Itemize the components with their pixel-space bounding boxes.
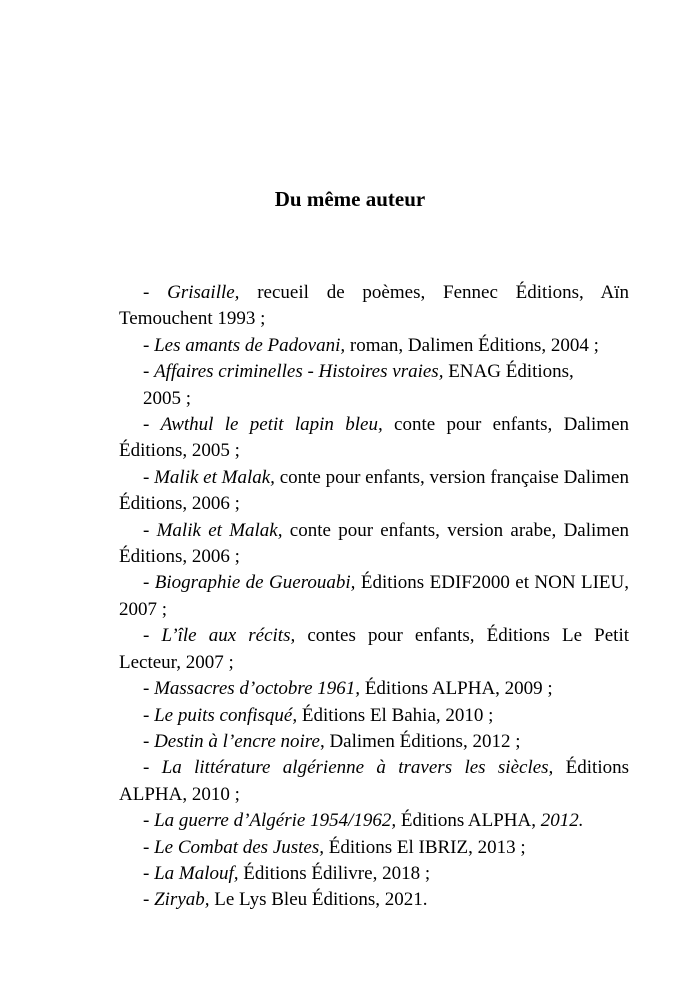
work-details: Éditions ALPHA, 2010 ; [119, 757, 630, 805]
work-title: Le puits confisqué, [154, 704, 298, 726]
work-details: Éditions El Bahia, 2010 ; [297, 704, 494, 726]
work-title: La guerre d’Algérie 1954/1962, [154, 810, 397, 832]
list-item: - Malik et Malak, conte pour enfants, version arabe, Dalimen Éditions, 2006 ; [119, 519, 629, 568]
work-details: contes pour enfants, Éditions Le Petit Lecteur, 2007 ; [119, 625, 630, 673]
work-title: Le Combat des Justes, [154, 836, 325, 858]
work-title: L’île aux récits, [161, 625, 296, 647]
list-item: - Les amants de Padovani, roman, Dalimen Éditions, 2004 ; [143, 334, 599, 356]
work-title: Les amants de Padovani, [154, 334, 346, 356]
work-title: Malik et Malak, [154, 466, 275, 488]
list-item: - Ziryab, Le Lys Bleu Éditions, 2021. [143, 889, 428, 911]
work-details: roman, Dalimen Éditions, 2004 ; [345, 334, 599, 356]
list-item: - Biographie de Guerouabi, Éditions EDIF2000 et NON LIEU, 2007 ; [119, 572, 630, 620]
work-title: Malik et Malak, [156, 519, 283, 541]
list-item: - Massacres d’octobre 1961, Éditions ALPHA, 2009 ; [143, 678, 553, 700]
page-title: Du même auteur [274, 187, 426, 211]
work-details: conte pour enfants, Dalimen Éditions, 2005 ; [119, 414, 630, 462]
list-item: - Le puits confisqué, Éditions El Bahia, 2010 ; [143, 704, 494, 726]
work-details: Éditions ALPHA, [396, 810, 536, 832]
work-details: recueil de poèmes, Fennec Éditions, Aïn Temouchent 1993 ; [119, 282, 630, 330]
work-year: 2012. [536, 810, 584, 832]
list-item: - La littérature algérienne à travers les siècles, Éditions ALPHA, 2010 ; [119, 757, 630, 805]
work-title: Affaires criminelles - Histoires vraies, [154, 361, 444, 383]
list-item: - La guerre d’Algérie 1954/1962, Éditions ALPHA, 2012. [143, 810, 584, 832]
work-title: Ziryab, [154, 889, 210, 911]
work-details: conte pour enfants, version arabe, Dalimen Éditions, 2006 ; [119, 519, 629, 568]
work-details: Éditions El IBRIZ, 2013 ; [324, 836, 526, 858]
list-item: - Le Combat des Justes, Éditions El IBRIZ, 2013 ; [143, 836, 526, 858]
list-item: - Grisaille, recueil de poèmes, Fennec Éditions, Aïn Temouchent 1993 ; [119, 282, 630, 330]
work-details: Éditions EDIF2000 et NON LIEU, 2007 ; [119, 572, 630, 620]
work-details: Le Lys Bleu Éditions, 2021. [209, 889, 428, 911]
list-item: - Malik et Malak, conte pour enfants, version française Dalimen Éditions, 2006 ; [119, 466, 629, 515]
work-title: Awthul le petit lapin bleu, [160, 414, 383, 436]
list-item: - La Malouf, Éditions Édilivre, 2018 ; [143, 862, 431, 884]
work-details-continued: 2005 ; [143, 387, 192, 409]
work-details: Éditions ALPHA, 2009 ; [360, 678, 553, 700]
bibliography-list [119, 280, 629, 914]
work-details: Éditions Édilivre, 2018 ; [238, 862, 431, 884]
work-title: Biographie de Guerouabi, [154, 572, 356, 594]
list-item: - L’île aux récits, contes pour enfants, Éditions Le Petit Lecteur, 2007 ; [119, 625, 630, 673]
work-title: Grisaille, [167, 282, 240, 303]
work-details: conte pour enfants, version française Dalimen Éditions, 2006 ; [119, 466, 629, 515]
list-item: - Affaires criminelles - Histoires vraies, ENAG Éditions, 2005 ; [119, 359, 629, 412]
work-title: La littérature algérienne à travers les siècles, [161, 757, 554, 779]
work-title: Destin à l’encre noire [154, 730, 320, 752]
work-title: La Malouf, [154, 862, 239, 884]
list-item: - Awthul le petit lapin bleu, conte pour enfants, Dalimen Éditions, 2005 ; [119, 414, 630, 462]
work-title: Massacres d’octobre 1961, [154, 678, 361, 700]
list-item: - Destin à l’encre noire, Dalimen Éditions, 2012 ; [143, 730, 521, 752]
work-details: ENAG Éditions, [443, 361, 574, 383]
work-details: , Dalimen Éditions, 2012 ; [319, 730, 521, 752]
